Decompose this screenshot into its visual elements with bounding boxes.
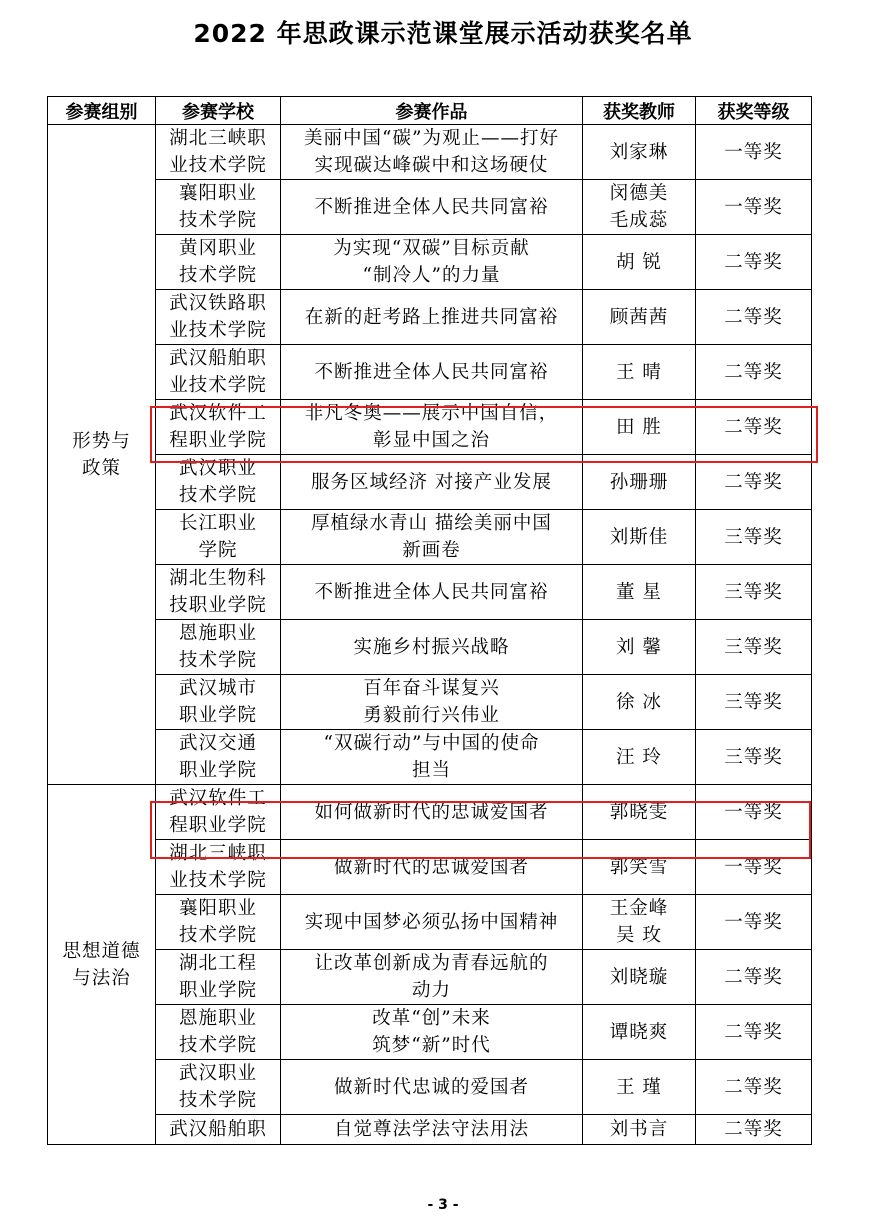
school-cell: 黄冈职业 技术学院: [156, 235, 281, 290]
level-cell: 一等奖: [696, 895, 812, 950]
table-row: [48, 1115, 812, 1145]
teacher-cell: 刘斯佳: [583, 510, 696, 565]
work-cell: 厚植绿水青山 描绘美丽中国 新画卷: [281, 510, 583, 565]
work-cell: “双碳行动”与中国的使命 担当: [281, 730, 583, 785]
table-row: [48, 950, 812, 1005]
work-cell: 百年奋斗谋复兴 勇毅前行兴伟业: [281, 675, 583, 730]
level-cell: 三等奖: [696, 510, 812, 565]
school-cell: 长江职业 学院: [156, 510, 281, 565]
work-cell: 改革“创”未来 筑梦“新”时代: [281, 1005, 583, 1060]
group-name: 思想道德 与法治: [62, 940, 141, 989]
level-cell: 一等奖: [696, 840, 812, 895]
table-row: [48, 345, 812, 400]
school-cell: 恩施职业 技术学院: [156, 1005, 281, 1060]
school-cell: 武汉交通 职业学院: [156, 730, 281, 785]
level-cell: 二等奖: [696, 400, 812, 455]
school-cell: 武汉船舶职: [156, 1115, 281, 1145]
school-cell: 武汉船舶职 业技术学院: [156, 345, 281, 400]
table-row: [48, 565, 812, 620]
teacher-cell: 刘家琳: [583, 125, 696, 180]
teacher-cell: 孙珊珊: [583, 455, 696, 510]
level-cell: 二等奖: [696, 235, 812, 290]
level-cell: 二等奖: [696, 290, 812, 345]
table-row: [48, 895, 812, 950]
teacher-cell: 顾茜茜: [583, 290, 696, 345]
header-group: 参赛组别: [48, 97, 156, 125]
table-row: [48, 180, 812, 235]
teacher-cell: 刘晓璇: [583, 950, 696, 1005]
school-cell: 襄阳职业 技术学院: [156, 895, 281, 950]
level-cell: 三等奖: [696, 675, 812, 730]
work-cell: 为实现“双碳”目标贡献 “制冷人”的力量: [281, 235, 583, 290]
school-cell: 湖北三峡职 业技术学院: [156, 125, 281, 180]
teacher-cell: 徐 冰: [583, 675, 696, 730]
table-row: [48, 1005, 812, 1060]
table-row: [48, 785, 812, 840]
table-row: [48, 840, 812, 895]
level-cell: 三等奖: [696, 565, 812, 620]
work-cell: 在新的赶考路上推进共同富裕: [281, 290, 583, 345]
work-cell: 不断推进全体人民共同富裕: [281, 180, 583, 235]
level-cell: 一等奖: [696, 785, 812, 840]
teacher-cell: 刘 馨: [583, 620, 696, 675]
work-cell: 做新时代忠诚的爱国者: [281, 1060, 583, 1115]
group-name: 形势与 政策: [72, 430, 131, 479]
table-row: [48, 125, 812, 180]
table-row: [48, 510, 812, 565]
work-cell: 不断推进全体人民共同富裕: [281, 565, 583, 620]
work-cell: 做新时代的忠诚爱国者: [281, 840, 583, 895]
table-row: [48, 730, 812, 785]
school-cell: 湖北生物科 技职业学院: [156, 565, 281, 620]
table-body: [48, 125, 812, 1145]
school-cell: 恩施职业 技术学院: [156, 620, 281, 675]
school-cell: 武汉城市 职业学院: [156, 675, 281, 730]
work-cell: 如何做新时代的忠诚爱国者: [281, 785, 583, 840]
table-row: [48, 1060, 812, 1115]
school-cell: 襄阳职业 技术学院: [156, 180, 281, 235]
table-row: [48, 455, 812, 510]
teacher-cell: 闵德美 毛成蕊: [583, 180, 696, 235]
header-school: 参赛学校: [156, 97, 281, 125]
work-cell: 美丽中国“碳”为观止——打好 实现碳达峰碳中和这场硬仗: [281, 125, 583, 180]
work-cell: 实现中国梦必须弘扬中国精神: [281, 895, 583, 950]
school-cell: 武汉铁路职 业技术学院: [156, 290, 281, 345]
school-cell: 武汉软件工 程职业学院: [156, 785, 281, 840]
teacher-cell: 郭笑雪: [583, 840, 696, 895]
header-row: [48, 97, 812, 125]
group-cell: [48, 125, 156, 785]
table-row: [48, 235, 812, 290]
table-row: [48, 400, 812, 455]
level-cell: 三等奖: [696, 620, 812, 675]
work-cell: 非凡冬奥——展示中国自信， 彰显中国之治: [281, 400, 583, 455]
teacher-cell: 胡 锐: [583, 235, 696, 290]
header-teacher: 获奖教师: [583, 97, 696, 125]
level-cell: 三等奖: [696, 730, 812, 785]
group-cell: [48, 785, 156, 1145]
school-cell: 武汉职业 技术学院: [156, 455, 281, 510]
table-row: [48, 620, 812, 675]
level-cell: 一等奖: [696, 125, 812, 180]
awards-table: [47, 96, 812, 1145]
page-number: - 3 -: [427, 1197, 459, 1213]
table-row: [48, 290, 812, 345]
school-cell: 武汉软件工 程职业学院: [156, 400, 281, 455]
school-cell: 湖北三峡职 业技术学院: [156, 840, 281, 895]
teacher-cell: 王金峰 吴 玫: [583, 895, 696, 950]
level-cell: 二等奖: [696, 1060, 812, 1115]
header-work: 参赛作品: [281, 97, 583, 125]
school-cell: 武汉职业 技术学院: [156, 1060, 281, 1115]
header-level: 获奖等级: [696, 97, 812, 125]
teacher-cell: 谭晓爽: [583, 1005, 696, 1060]
work-cell: 服务区域经济 对接产业发展: [281, 455, 583, 510]
level-cell: 二等奖: [696, 950, 812, 1005]
document-title: 2022 年思政课示范课堂展示活动获奖名单: [193, 19, 693, 48]
teacher-cell: 汪 玲: [583, 730, 696, 785]
work-cell: 让改革创新成为青春远航的 动力: [281, 950, 583, 1005]
table-row: [48, 675, 812, 730]
work-cell: 自觉尊法学法守法用法: [281, 1115, 583, 1145]
level-cell: 二等奖: [696, 455, 812, 510]
level-cell: 二等奖: [696, 1005, 812, 1060]
work-cell: 实施乡村振兴战略: [281, 620, 583, 675]
school-cell: 湖北工程 职业学院: [156, 950, 281, 1005]
teacher-cell: 董 星: [583, 565, 696, 620]
teacher-cell: 郭晓雯: [583, 785, 696, 840]
level-cell: 一等奖: [696, 180, 812, 235]
teacher-cell: 田 胜: [583, 400, 696, 455]
work-cell: 不断推进全体人民共同富裕: [281, 345, 583, 400]
teacher-cell: 王 瑾: [583, 1060, 696, 1115]
level-cell: 二等奖: [696, 345, 812, 400]
level-cell: 二等奖: [696, 1115, 812, 1145]
teacher-cell: 刘书言: [583, 1115, 696, 1145]
teacher-cell: 王 晴: [583, 345, 696, 400]
